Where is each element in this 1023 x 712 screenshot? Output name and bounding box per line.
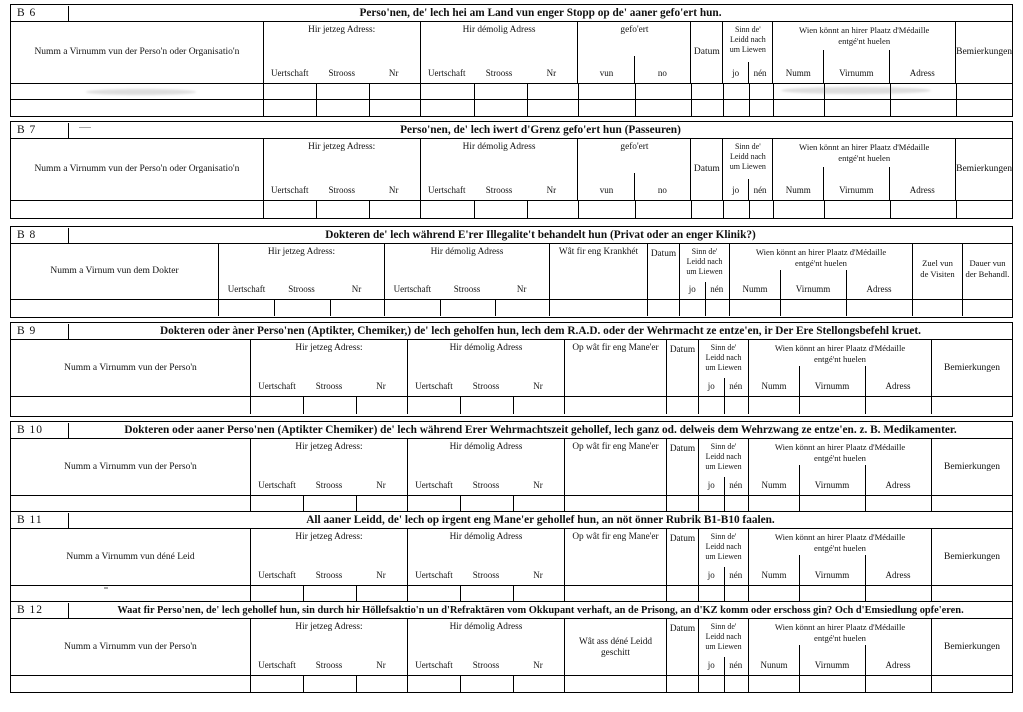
entry-rows	[11, 676, 1012, 692]
col-address-former	[408, 619, 565, 675]
col-alive-l3: um Liewen	[729, 162, 766, 171]
col-address-current	[219, 244, 385, 299]
col-address-former	[421, 22, 579, 83]
section-title: Dokteren oder àner Perso'nen (Aptikter, Chemiker,) de' lech geholfen hun, lech dem R.A.D. oder der Wehrmacht ze entze'en, ir Der Ere Stellongsbefehl kruet.	[160, 324, 921, 337]
col-date-label: Datum	[669, 624, 696, 634]
sub-medal-firstname: Virnumm	[839, 68, 874, 78]
sub-nr: Nr	[376, 381, 386, 391]
col-medal	[749, 439, 932, 495]
sub-town: Uertschaft	[428, 185, 466, 195]
col-date-label: Datum	[650, 249, 677, 259]
sub-town: Uertschaft	[258, 660, 296, 670]
sub-yes: jo	[732, 185, 740, 195]
col-medal	[773, 139, 956, 200]
col-medal	[749, 619, 932, 675]
section-code: B 11	[11, 513, 69, 528]
table-row[interactable]	[11, 100, 1012, 116]
sub-street: Strooss	[485, 185, 513, 195]
sub-nr: Nr	[533, 570, 543, 580]
sub-medal-firstname: Virnumm	[814, 480, 850, 490]
column-header-row	[11, 340, 1012, 397]
sub-yes: jo	[707, 480, 715, 490]
col-alive	[723, 22, 773, 83]
col-person-label: Numm a Virnumm vun der Perso'n oder Organisatio'n	[34, 164, 240, 174]
col-address-current-label: Hir jetzeg Adress:	[308, 25, 376, 35]
col-medal-l1: Wien könnt an hirer Plaatz d'Médaille	[774, 532, 906, 542]
col-date	[691, 22, 723, 83]
col-address-former	[408, 529, 565, 585]
col-remarks-label: Bemierkungen	[956, 47, 1013, 57]
col-alive-l1: Sinn de'	[710, 622, 737, 631]
col-medal-l1: Wien könnt an hirer Plaatz d'Médaille	[774, 622, 906, 632]
sub-street: Strooss	[328, 185, 355, 195]
sub-nr: Nr	[376, 660, 386, 670]
section-code: B 9	[11, 324, 69, 339]
col-alive	[699, 529, 749, 585]
col-alive-l2: Leidd nach	[705, 353, 742, 362]
section-code: B 7	[11, 123, 69, 138]
sub-town: Uertschaft	[415, 381, 453, 391]
sub-town: Uertschaft	[415, 570, 453, 580]
sub-street: Strooss	[288, 284, 315, 294]
col-address-former-label: Hir démolig Adress	[462, 142, 536, 152]
sub-medal-address: Adress	[909, 185, 935, 195]
col-address-current	[251, 340, 408, 396]
sub-street: Strooss	[315, 381, 343, 391]
sub-street: Strooss	[453, 284, 481, 294]
col-special	[578, 139, 691, 200]
col-remarks-label: Bemierkungen	[944, 641, 1000, 652]
col-remarks	[932, 529, 1012, 585]
col-person	[11, 340, 251, 396]
col-medal-l1: Wien könnt an hirer Plaatz d'Médaille	[774, 343, 906, 353]
col-special-label: Op wât fir eng Mane'er	[572, 442, 659, 452]
col-alive	[723, 139, 773, 200]
col-address-former-label: Hir démolig Adress	[449, 343, 523, 353]
sub-medal-firstname: Virnumm	[814, 570, 850, 580]
col-address-former-label: Hir démolig Adress	[462, 25, 536, 35]
col-medal-l2: entgé'nt huelen	[814, 453, 866, 463]
col-address-current-label: Hir jetzeg Adress:	[295, 532, 363, 542]
sub-town: Uertschaft	[258, 480, 296, 490]
col-alive-l1: Sinn de'	[734, 25, 761, 34]
col-medal-l2: entgé'nt huelen	[795, 258, 847, 268]
section-b10	[10, 421, 1013, 515]
col-medal-l1: Wien könnt an hirer Plaatz d'Médaille	[755, 247, 887, 257]
col-special-label: Wât fir eng Krankhét	[558, 247, 639, 257]
sub-nr: Nr	[533, 660, 543, 670]
col-person-label: Numm a Virnum vun dem Dokter	[50, 266, 179, 276]
sub-yes: jo	[707, 660, 715, 670]
sub-town: Uertschaft	[271, 68, 309, 78]
col-alive-l2: Leidd nach	[729, 152, 766, 161]
col-date-label: Datum	[693, 47, 720, 57]
sub-no: nén	[753, 185, 767, 195]
sub-town: Uertschaft	[415, 660, 453, 670]
section-title: Dokteren de' lech während E'rer Illegalite't behandelt hun (Privat oder an enger Klinik?)	[325, 228, 756, 241]
col-address-current-label: Hir jetzeg Adress:	[295, 442, 363, 452]
section-code: B 12	[11, 603, 69, 618]
sub-medal-firstname: Virnumm	[814, 381, 850, 391]
sub-medal-name: Numm	[761, 570, 787, 580]
section-header	[11, 5, 1012, 22]
section-code: B 6	[11, 6, 69, 21]
col-special-label: Op wât fir eng Mane'er	[572, 343, 659, 353]
sub-nr: Nr	[546, 185, 557, 195]
section-title: Dokteren oder aaner Perso'nen (Aptikter Chemiker) de' lech während Erer Wehrmachtszeit gehollef, lech ganz od. delweis dem Wehrzwang ze entze'en. z. B. Medikamenter.	[124, 423, 957, 436]
col-remarks-label: Bemierkungen	[944, 551, 1000, 562]
sub-no: nén	[729, 570, 743, 580]
sub-medal-address: Adress	[885, 660, 911, 670]
col-address-current-label: Hir jetzeg Adress:	[295, 622, 363, 632]
col-medal	[749, 340, 932, 396]
sub-medal-firstname: Virnumm	[795, 284, 831, 294]
sub-nr: Nr	[516, 284, 527, 294]
section-b11	[10, 511, 1013, 605]
col-date-label: Datum	[693, 164, 720, 174]
col-person-label: Numm a Virnumm vun der Perso'n	[64, 461, 197, 472]
col-address-current	[264, 22, 421, 83]
col-special	[565, 439, 667, 495]
col-address-current	[251, 529, 408, 585]
sub-medal-name: Nunum	[760, 660, 788, 670]
sub-medal-address: Adress	[909, 68, 935, 78]
section-header	[11, 122, 1012, 139]
sub-street: Strooss	[472, 660, 500, 670]
col-medal-l1: Wien könnt an hirer Plaatz d'Médaille	[774, 442, 906, 452]
col-alive-l1: Sinn de'	[710, 343, 737, 352]
col-remarks	[956, 22, 1012, 83]
section-header	[11, 602, 1012, 619]
col-date	[667, 439, 699, 495]
sub-no: nén	[729, 660, 743, 670]
col-alive-l1: Sinn de'	[734, 142, 761, 151]
col-alive-l3: um Liewen	[705, 552, 742, 561]
sub-no: nén	[753, 68, 767, 78]
col-address-former-label: Hir démolig Adress	[449, 622, 523, 632]
col-address-former	[421, 139, 579, 200]
col-visits	[913, 244, 963, 299]
col-address-former	[408, 340, 565, 396]
table-row[interactable]	[11, 586, 1012, 602]
col-alive	[699, 619, 749, 675]
sub-medal-name: Numm	[785, 68, 811, 78]
sub-nr: Nr	[533, 480, 543, 490]
sub-street: Strooss	[315, 480, 343, 490]
sub-yes: jo	[688, 284, 696, 294]
col-medal-l2: entgé'nt huelen	[838, 153, 891, 163]
sub-medal-name: Numm	[761, 480, 787, 490]
col-medal	[773, 22, 956, 83]
col-person-label: Numm a Virnumm vun déné Leid	[66, 551, 195, 562]
col-special	[565, 619, 667, 675]
column-header-row	[11, 244, 1012, 300]
col-remarks	[932, 439, 1012, 495]
sub-nr: Nr	[546, 68, 557, 78]
table-row[interactable]	[11, 676, 1012, 692]
entry-rows	[11, 201, 1012, 218]
sub-nr: Nr	[376, 570, 386, 580]
section-header	[11, 323, 1012, 340]
sub-yes: jo	[707, 570, 715, 580]
column-header-row	[11, 439, 1012, 496]
col-person	[11, 439, 251, 495]
col-date	[667, 619, 699, 675]
section-code: B 8	[11, 228, 69, 243]
section-title: All aaner Leidd, de' lech op irgent eng Mane'er gehollef hun, an nöt önner Rubrik B1-B10 faalen.	[306, 513, 775, 526]
section-code: B 10	[11, 423, 69, 438]
table-row[interactable]	[11, 496, 1012, 512]
sub-nr: Nr	[376, 480, 386, 490]
col-special	[578, 22, 691, 83]
col-person-label: Numm a Virnumm vun der Perso'n	[64, 362, 197, 373]
col-person	[11, 619, 251, 675]
section-b12	[10, 601, 1013, 693]
sub-town: Uertschaft	[393, 284, 432, 294]
col-address-former	[385, 244, 550, 299]
col-alive-l2: Leidd nach	[705, 542, 742, 551]
sub-from: vun	[599, 68, 614, 78]
col-alive-l3: um Liewen	[705, 642, 742, 651]
section-b9	[10, 322, 1013, 417]
section-title: Perso'nen, de' lech iwert d'Grenz gefo'ert hun (Passeuren)	[400, 123, 681, 136]
col-date	[667, 340, 699, 396]
sub-no: nén	[729, 381, 743, 391]
sub-medal-firstname: Virnumm	[839, 185, 874, 195]
column-header-row	[11, 139, 1012, 201]
col-date-label: Datum	[669, 444, 696, 454]
col-address-current-label: Hir jetzeg Adress:	[267, 247, 336, 257]
entry-rows	[11, 586, 1012, 602]
col-alive-l1: Sinn de'	[710, 442, 737, 451]
col-date-label: Datum	[669, 534, 696, 544]
col-medal-l2: entgé'nt huelen	[814, 354, 866, 364]
col-person	[11, 529, 251, 585]
sub-town: Uertschaft	[258, 570, 296, 580]
col-address-former-label: Hir démolig Adress	[449, 442, 523, 452]
col-alive-l3: um Liewen	[705, 363, 742, 372]
col-special-label: Op wât fir eng Mane'er	[572, 532, 659, 542]
col-duration-l1: Dauer vun	[969, 258, 1006, 268]
col-address-current-label: Hir jetzeg Adress:	[295, 343, 363, 353]
col-special	[565, 529, 667, 585]
sub-nr: Nr	[388, 185, 399, 195]
sub-nr: Nr	[351, 284, 362, 294]
sub-street: Strooss	[315, 570, 343, 580]
sub-street: Strooss	[315, 660, 343, 670]
col-person-label: Numm a Virnumm vun der Perso'n oder Organisatio'n	[34, 47, 240, 57]
sub-street: Strooss	[328, 68, 355, 78]
col-remarks	[932, 340, 1012, 396]
sub-town: Uertschaft	[415, 480, 453, 490]
table-row[interactable]	[11, 300, 1012, 316]
sub-medal-address: Adress	[885, 480, 911, 490]
col-date	[667, 529, 699, 585]
col-alive-l2: Leidd nach	[705, 452, 742, 461]
section-header	[11, 512, 1012, 529]
sub-to: no	[657, 185, 667, 195]
sub-street: Strooss	[472, 480, 500, 490]
section-header	[11, 227, 1012, 244]
col-date	[691, 139, 723, 200]
column-header-row	[11, 619, 1012, 676]
col-medal-l2: entgé'nt huelen	[814, 543, 866, 553]
col-alive	[699, 439, 749, 495]
col-address-current	[264, 139, 421, 200]
entry-rows	[11, 300, 1012, 316]
sub-town: Uertschaft	[227, 284, 266, 294]
table-row[interactable]	[11, 201, 1012, 218]
sub-town: Uertschaft	[428, 68, 466, 78]
scan-artifact	[104, 587, 108, 589]
sub-no: nén	[710, 284, 724, 294]
section-b6	[10, 4, 1013, 117]
col-duration	[963, 244, 1012, 299]
col-alive-l3: um Liewen	[705, 462, 742, 471]
section-b7	[10, 121, 1013, 219]
col-special-label: gefo'ert	[620, 25, 649, 35]
col-date	[648, 244, 680, 299]
sub-yes: jo	[732, 68, 740, 78]
col-address-former-label: Hir démolig Adress	[449, 532, 523, 542]
column-header-row	[11, 529, 1012, 586]
col-remarks-label: Bemierkungen	[944, 362, 1000, 373]
col-remarks	[956, 139, 1012, 200]
col-date-label: Datum	[669, 345, 696, 355]
col-duration-l2: der Behandl.	[965, 269, 1010, 279]
sub-street: Strooss	[472, 381, 500, 391]
table-row[interactable]	[11, 397, 1012, 414]
sub-medal-address: Adress	[885, 570, 911, 580]
col-medal-l2: entgé'nt huelen	[814, 633, 866, 643]
sub-yes: jo	[707, 381, 715, 391]
col-medal	[749, 529, 932, 585]
col-visits-l2: de Visiten	[920, 269, 955, 279]
col-remarks-label: Bemierkungen	[944, 461, 1000, 472]
scan-artifact	[781, 87, 931, 94]
section-title: Perso'nen, de' lech hei am Land vun enger Stopp op de' aaner gefo'ert hun.	[359, 6, 722, 19]
col-alive-l3: um Liewen	[729, 45, 766, 54]
col-address-current-label: Hir jetzeg Adress:	[308, 142, 376, 152]
col-alive-l2: Leidd nach	[729, 35, 766, 44]
sub-from: vun	[599, 185, 614, 195]
col-alive	[680, 244, 730, 299]
scan-artifact	[79, 127, 91, 128]
col-medal-l2: entgé'nt huelen	[838, 36, 891, 46]
sub-nr: Nr	[533, 381, 543, 391]
sub-to: no	[657, 68, 667, 78]
sub-town: Uertschaft	[271, 185, 309, 195]
col-remarks	[932, 619, 1012, 675]
col-person	[11, 22, 264, 83]
col-address-former-label: Hir démolig Adress	[430, 247, 504, 257]
col-special-label: gefo'ert	[620, 142, 649, 152]
section-header	[11, 422, 1012, 439]
sub-medal-address: Adress	[885, 381, 911, 391]
entry-rows	[11, 397, 1012, 414]
sub-medal-name: Numm	[785, 185, 811, 195]
sub-medal-name: Numm	[742, 284, 768, 294]
col-alive-l3: um Liewen	[686, 267, 723, 276]
col-alive-l1: Sinn de'	[691, 247, 718, 256]
col-medal-l1: Wien könnt an hirer Plaatz d'Médaille	[799, 25, 930, 35]
section-title: Waat fir Perso'nen, de' lech gehollef hun, sin durch hir Höllefsaktio'n un d'Refraktären vom Okkupant verhaft, an de Prisong, an d'KZ komm oder erschoss gin? Och d'Emsiedlung opfe'eren.	[117, 604, 964, 616]
col-person-label: Numm a Virnumm vun der Perso'n	[64, 641, 197, 652]
scan-artifact	[86, 89, 196, 95]
col-visits-l1: Zuel vun	[922, 258, 953, 268]
col-address-current	[251, 439, 408, 495]
col-alive-l1: Sinn de'	[710, 532, 737, 541]
col-remarks-label: Bemierkungen	[956, 164, 1013, 174]
col-special-l2: geschitt	[601, 648, 630, 658]
col-person	[11, 244, 219, 299]
sub-street: Strooss	[472, 570, 500, 580]
sub-medal-firstname: Virnumm	[814, 660, 850, 670]
sub-no: nén	[729, 480, 743, 490]
col-person	[11, 139, 264, 200]
section-b8	[10, 226, 1013, 318]
col-special	[565, 340, 667, 396]
col-special	[550, 244, 648, 299]
entry-rows	[11, 496, 1012, 512]
sub-nr: Nr	[388, 68, 399, 78]
col-address-former	[408, 439, 565, 495]
col-medal-l1: Wien könnt an hirer Plaatz d'Médaille	[799, 142, 930, 152]
sub-medal-name: Numm	[761, 381, 787, 391]
sub-town: Uertschaft	[258, 381, 296, 391]
sub-medal-address: Adress	[866, 284, 892, 294]
col-alive-l2: Leidd nach	[686, 257, 723, 266]
col-alive	[699, 340, 749, 396]
col-address-current	[251, 619, 408, 675]
col-special-l1: Wât ass déné Leidd	[578, 637, 653, 647]
sub-street: Strooss	[485, 68, 513, 78]
column-header-row	[11, 22, 1012, 84]
col-alive-l2: Leidd nach	[705, 632, 742, 641]
col-medal	[730, 244, 913, 299]
